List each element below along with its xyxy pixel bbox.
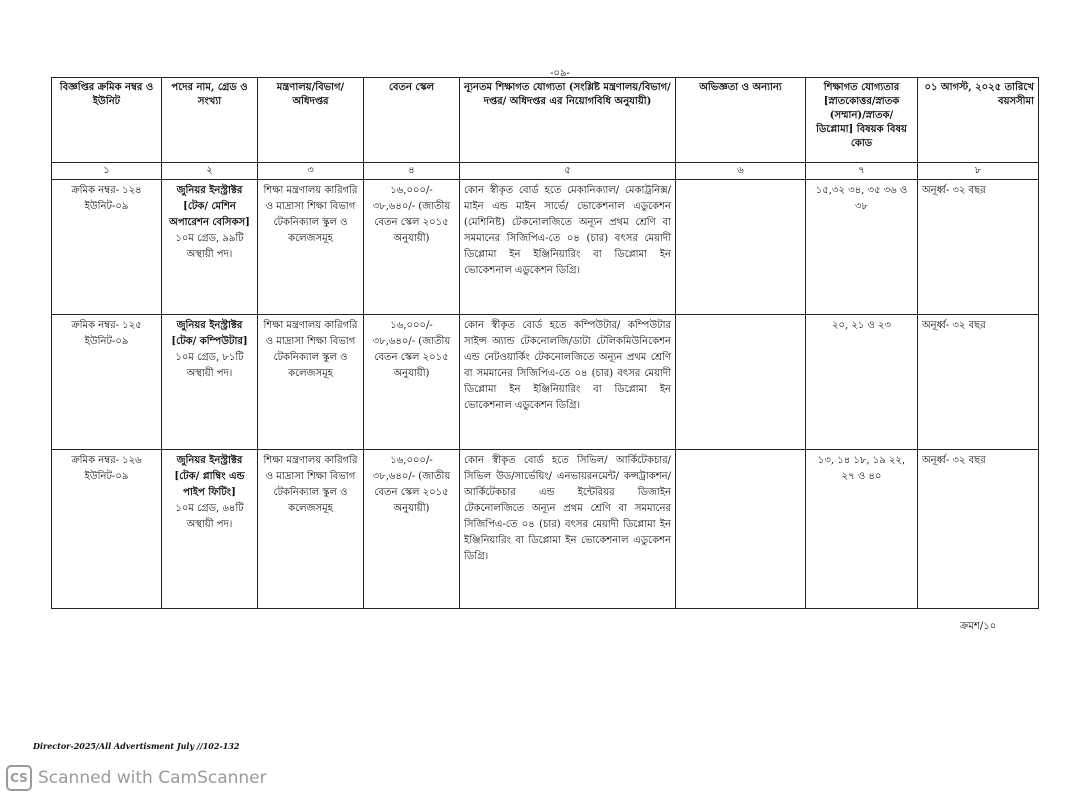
ministry-cell: শিক্ষা মন্ত্রণালয় কারিগরি ও মাদ্রাসা শিক্ষা বিভাগ টেকনিক্যাল স্কুল ও কলেজসমূহ <box>258 450 364 609</box>
qualification-cell: কোন স্বীকৃত বোর্ড হতে মেকানিক্যাল/ মেকাট্রনিক্স/মাইন এন্ড মাইন সার্ভে/ ভোকেশনাল এডুকেশন (মেশিনিষ্ট) টেকনোলজিতে অন্যূন প্রথম শ্রেণি বা সমমানের সিজিপিএ-তে ০৪ (চার) বৎসর মেয়াদী ডিপ্লোমা ইন ইঞ্জিনিয়ারিং বা ডিপ্লোমা ইন ভোকেশনাল এডুকেশন ডিগ্রি। <box>460 180 676 315</box>
header-row <box>52 78 1039 163</box>
pay-scale-cell: ১৬,০০০/- ৩৮,৬৪০/- (জাতীয় বেতন স্কেল ২০১৫ অনুযায়ী) <box>364 315 460 450</box>
table-row <box>52 450 1039 609</box>
post-cell <box>162 180 258 315</box>
footer-reference: Director-2025/All Advertisment July //102-132 <box>33 741 240 751</box>
post-title: জুনিয়র ইনস্ট্রাক্টর [টেক/ মেশিন অপারেশন বেসিকস] <box>169 185 250 228</box>
post-title: জুনিয়র ইনস্ট্রাক্টর [টেক/ কম্পিউটার] <box>171 320 248 347</box>
camscanner-logo-icon: CS <box>6 765 32 791</box>
subject-code-cell: ২০, ২১ ও ২৩ <box>806 315 918 450</box>
table-row <box>52 315 1039 450</box>
ministry-cell: শিক্ষা মন্ত্রণালয় কারিগরি ও মাদ্রাসা শিক্ষা বিভাগ টেকনিক্যাল স্কুল ও কলেজসমূহ <box>258 315 364 450</box>
serial-cell: ক্রমিক নম্বর- ১২৫ ইউনিট-০৯ <box>52 315 162 450</box>
page-number: -০৯- <box>550 68 570 79</box>
column-number: ৪ <box>364 163 460 180</box>
header-qualification: ন্যূনতম শিক্ষাগত যোগ্যতা (সংশ্লিষ্ট মন্ত্রণালয়/বিভাগ/দপ্তর/ অধিদপ্তর এর নিয়োগবিধি অনুযায়ী) <box>460 78 676 163</box>
experience-cell <box>676 450 806 609</box>
column-number-row <box>52 163 1039 180</box>
header-pay-scale: বেতন স্কেল <box>364 78 460 163</box>
header-subject-code: শিক্ষাগত যোগ্যতার [স্নাতকোত্তর/স্নাতক (সম্মান)/স্নাতক/ ডিপ্লোমা] বিষয়ক বিষয় কোড <box>806 78 918 163</box>
header-age-limit: ০১ আগস্ট, ২০২৫ তারিখে বয়সসীমা <box>918 78 1039 163</box>
experience-cell <box>676 315 806 450</box>
qualification-cell: কোন স্বীকৃত বোর্ড হতে সিভিল/ আর্কিটেকচার/ সিভিল উড/সার্ভেয়িং/ এনভায়রনমেন্ট/ কন্সট্রাকশন/আর্কিটেকচার এন্ড ইন্টেরিয়র ডিজাইন টেকনোলজিতে অন্যূন প্রথম শ্রেণি বা সমমানের সিজিপিএ-তে ০৪ (চার) বৎসর মেয়াদী ডিপ্লোমা ইন ইঞ্জিনিয়ারিং বা ডিপ্লোমা ইন ভোকেশনাল এডুকেশন ডিগ্রি। <box>460 450 676 609</box>
serial-cell: ক্রমিক নম্বর- ১২৪ ইউনিট-০৯ <box>52 180 162 315</box>
column-number: ৩ <box>258 163 364 180</box>
column-number: ১ <box>52 163 162 180</box>
post-cell <box>162 450 258 609</box>
pay-scale-cell: ১৬,০০০/- ৩৮,৬৪০/- (জাতীয় বেতন স্কেল ২০১৫ অনুযায়ী) <box>364 450 460 609</box>
post-title: জুনিয়র ইনস্ট্রাক্টর [টেক/ প্লাম্বিং এন্ড পাইপ ফিটিং] <box>174 455 245 498</box>
camscanner-text: Scanned with CamScanner <box>38 768 267 788</box>
pay-scale-cell: ১৬,০০০/- ৩৮,৬৪০/- (জাতীয় বেতন স্কেল ২০১৫ অনুযায়ী) <box>364 180 460 315</box>
recruitment-table <box>51 77 1039 609</box>
age-limit-cell: অনূর্ধ্ব- ৩২ বছর <box>918 315 1039 450</box>
table-row <box>52 180 1039 315</box>
post-detail: ১০ম গ্রেড, ৮১টি অস্থায়ী পদ। <box>175 352 244 379</box>
ministry-cell: শিক্ষা মন্ত্রণালয় কারিগরি ও মাদ্রাসা শিক্ষা বিভাগ টেকনিক্যাল স্কুল ও কলেজসমূহ <box>258 180 364 315</box>
header-serial: বিজ্ঞপ্তির ক্রমিক নম্বর ও ইউনিট <box>52 78 162 163</box>
header-ministry: মন্ত্রণালয়/বিভাগ/ অধিদপ্তর <box>258 78 364 163</box>
column-number: ৫ <box>460 163 676 180</box>
column-number: ৮ <box>918 163 1039 180</box>
serial-cell: ক্রমিক নম্বর- ১২৬ ইউনিট-০৯ <box>52 450 162 609</box>
age-limit-cell: অনূর্ধ্ব- ৩২ বছর <box>918 180 1039 315</box>
continued-marker: ক্রমশ/১০ <box>960 621 997 632</box>
subject-code-cell: ১৫,৩২ ৩৪, ৩৫ ৩৬ ও ৩৮ <box>806 180 918 315</box>
post-detail: ১০ম গ্রেড, ৬৪টি অস্থায়ী পদ। <box>175 503 244 530</box>
experience-cell <box>676 180 806 315</box>
header-post: পদের নাম, গ্রেড ও সংখ্যা <box>162 78 258 163</box>
qualification-cell: কোন স্বীকৃত বোর্ড হতে কম্পিউটার/ কম্পিউটার সাইন্স অ্যান্ড টেকনোলজি/ডাটা টেলিকমিউনিকেশন এন্ড নেটওয়ার্কিং টেকনোলজিতে অন্যূন প্রথম শ্রেণি বা সমমানের সিজিপিএ-তে ০৪ (চার) বৎসর মেয়াদী ডিপ্লোমা ইন ইঞ্জিনিয়ারিং বা ডিপ্লোমা ইন ভোকেশনাল এডুকেশন ডিগ্রি। <box>460 315 676 450</box>
subject-code-cell: ১৩, ১৪ ১৮, ১৯ ২২, ২৭ ও ৪০ <box>806 450 918 609</box>
post-detail: ১০ম গ্রেড, ৯৯টি অস্থায়ী পদ। <box>175 233 244 260</box>
column-number: ৬ <box>676 163 806 180</box>
post-cell <box>162 315 258 450</box>
column-number: ২ <box>162 163 258 180</box>
column-number: ৭ <box>806 163 918 180</box>
header-experience: অভিজ্ঞতা ও অন্যান্য <box>676 78 806 163</box>
age-limit-cell: অনূর্ধ্ব- ৩২ বছর <box>918 450 1039 609</box>
camscanner-watermark <box>6 764 267 792</box>
